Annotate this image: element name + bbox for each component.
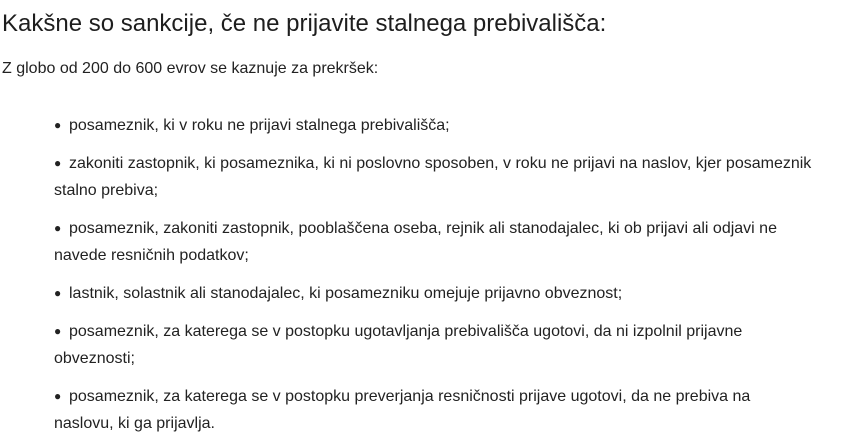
penalty-list	[2, 112, 814, 437]
list-item-text: posameznik, za katerega se v postopku ugotavljanja prebivališča ugotovi, da ni izpolnil prijavne obveznosti;	[54, 323, 743, 367]
list-item	[54, 280, 814, 307]
list-item-text: lastnik, solastnik ali stanodajalec, ki posamezniku omejuje prijavno obveznost;	[69, 285, 623, 302]
list-item-text: posameznik, za katerega se v postopku preverjanja resničnosti prijave ugotovi, da ne prebiva na naslovu, ki ga prijavlja.	[54, 388, 751, 432]
page-title: Kakšne so sankcije, če ne prijavite stalnega prebivališča:	[2, 10, 607, 37]
list-item	[54, 383, 814, 437]
list-item	[54, 112, 814, 139]
bullet-icon: ●	[54, 221, 62, 235]
list-item	[54, 318, 814, 372]
bullet-icon: ●	[54, 324, 62, 338]
list-item-text: posameznik, zakoniti zastopnik, pooblaščena oseba, rejnik ali stanodajalec, ki ob prijavi ali odjavi ne navede resničnih podatkov;	[54, 220, 777, 264]
list-item	[54, 215, 814, 269]
list-item-text: posameznik, ki v roku ne prijavi stalnega prebivališča;	[69, 117, 450, 134]
bullet-icon: ●	[54, 156, 62, 170]
bullet-icon: ●	[54, 389, 62, 403]
list-item	[54, 150, 814, 204]
bullet-icon: ●	[54, 286, 62, 300]
bullet-icon: ●	[54, 118, 62, 132]
list-item-text: zakoniti zastopnik, ki posameznika, ki ni poslovno sposoben, v roku ne prijavi na naslov, kjer posameznik stalno prebiva;	[54, 155, 812, 199]
intro-text: Z globo od 200 do 600 evrov se kaznuje za prekršek:	[2, 60, 379, 77]
